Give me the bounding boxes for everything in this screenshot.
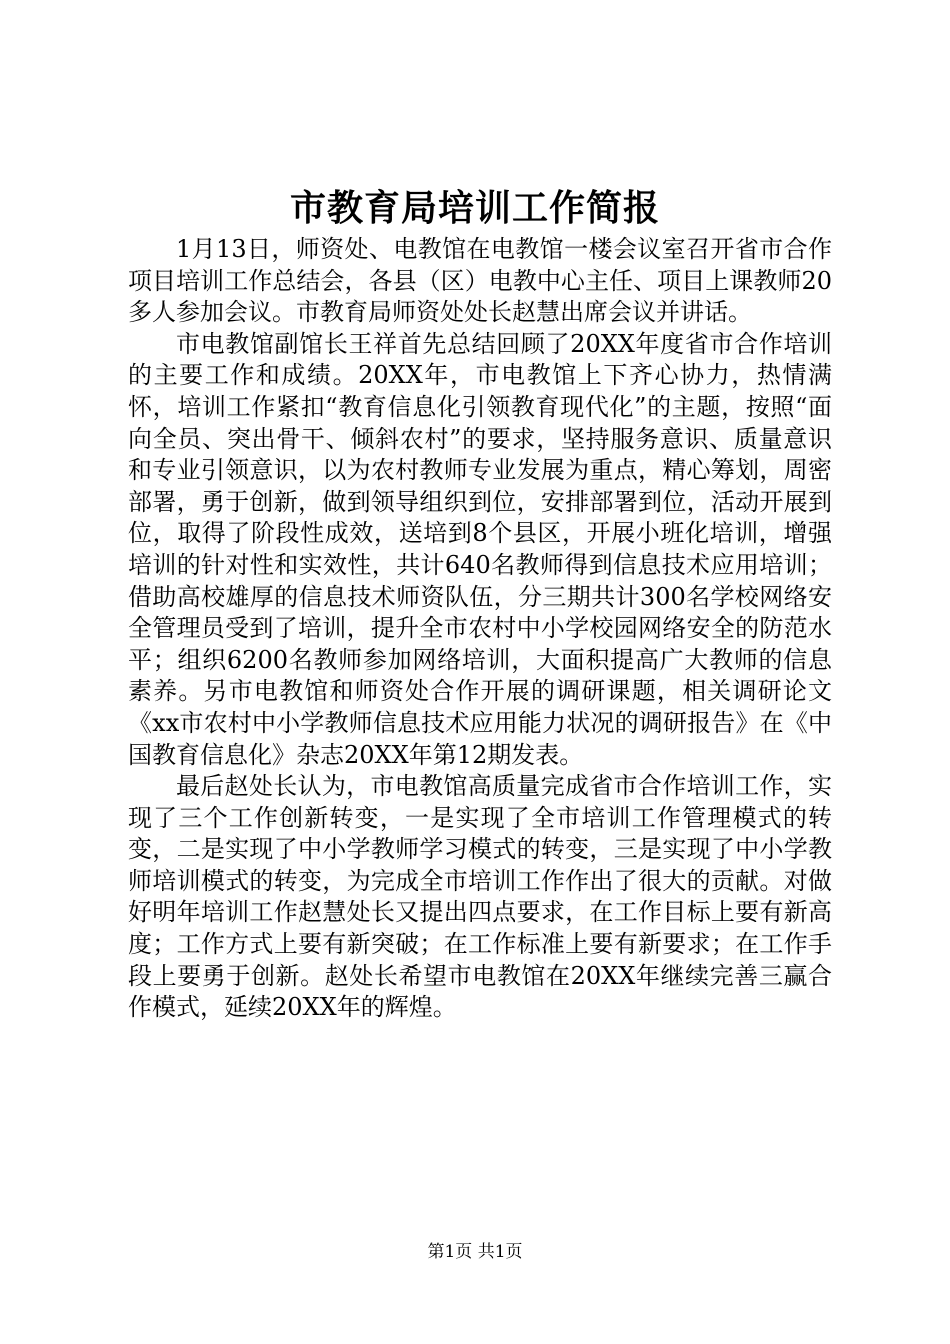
paragraph-director-remarks: 最后赵处长认为，市电教馆高质量完成省市合作培训工作，实现了三个工作创新转变，一是实现了全市培训工作管理模式的转变，二是实现了中小学教师学习模式的转变，三是实现了中小学教师培训模式的转变，为完成全市培训工作作出了很大的贡献。对做好明年培训工作赵慧处长又提出四点要求，在工作目标上要有新高度；工作方式上要有新突破；在工作标准上要有新要求；在工作手段上要勇于创新。赵处长希望市电教馆在20XX年继续完善三赢合作模式，延续20XX年的辉煌。 bbox=[128, 772, 832, 1022]
paragraph-meeting-intro: 1月13日，师资处、电教馆在电教馆一楼会议室召开省市合作项目培训工作总结会，各县（区）电教中心主任、项目上课教师20多人参加会议。市教育局师资处处长赵慧出席会议并讲话。 bbox=[128, 235, 832, 327]
page-title: 市教育局培训工作简报 bbox=[289, 187, 660, 229]
document-body bbox=[128, 234, 832, 1024]
page-number-footer: 第1页 共1页 bbox=[427, 1242, 523, 1262]
paragraph-work-summary: 市电教馆副馆长王祥首先总结回顾了20XX年度省市合作培训的主要工作和成绩。20XX年，市电教馆上下齐心协力，热情满怀，培训工作紧扣“教育信息化引领教育现代化”的主题，按照“面向全员、突出骨干、倾斜农村”的要求，坚持服务意识、质量意识和专业引领意识，以为农村教师专业发展为重点，精心筹划，周密部署，勇于创新，做到领导组织到位，安排部署到位，活动开展到位，取得了阶段性成效，送培到8个县区，开展小班化培训，增强培训的针对性和实效性，共计640名教师得到信息技术应用培训；借助高校雄厚的信息技术师资队伍，分三期共计300名学校网络安全管理员受到了培训，提升全市农村中小学校园网络安全的防范水平；组织6200名教师参加网络培训，大面积提高广大教师的信息素养。另市电教馆和师资处合作开展的调研课题，相关调研论文《xx市农村中小学教师信息技术应用能力状况的调研报告》在《中国教育信息化》杂志20XX年第12期发表。 bbox=[128, 329, 832, 769]
